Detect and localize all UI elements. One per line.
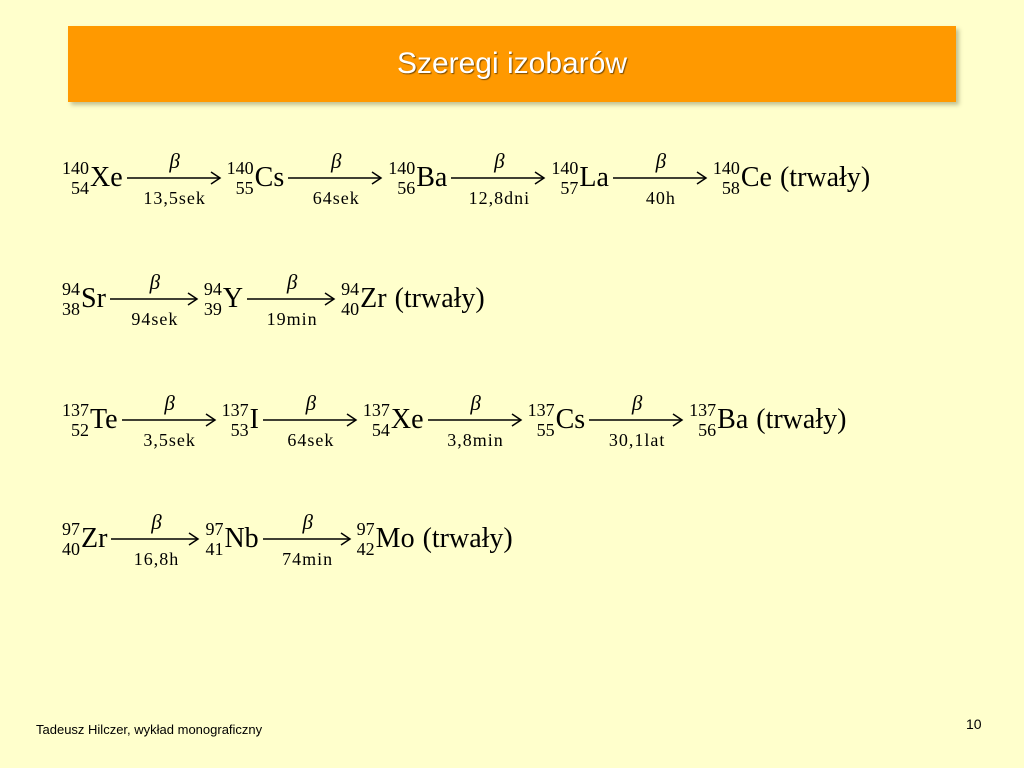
half-life: 3,5sek bbox=[143, 430, 196, 450]
mass-number: 97 bbox=[205, 519, 224, 539]
decay-step bbox=[110, 269, 200, 329]
atomic-number: 56 bbox=[397, 178, 416, 198]
decay-step bbox=[127, 148, 223, 208]
decay-step bbox=[428, 390, 524, 450]
nuclide-numbers bbox=[528, 400, 555, 440]
decay-type: β bbox=[305, 391, 317, 415]
nuclide-numbers bbox=[222, 400, 249, 440]
mass-number: 140 bbox=[226, 158, 254, 178]
mass-number: 94 bbox=[203, 279, 222, 299]
decay-type: β bbox=[164, 391, 175, 415]
mass-number: 137 bbox=[62, 400, 89, 420]
isobar-chain-140 bbox=[62, 148, 870, 208]
element-symbol: Ba bbox=[717, 404, 749, 435]
nuclide-numbers bbox=[713, 158, 740, 198]
atomic-number: 39 bbox=[203, 299, 222, 319]
half-life: 64sek bbox=[312, 188, 360, 208]
decay-step bbox=[247, 269, 337, 329]
decay-type: β bbox=[655, 149, 667, 173]
nuclide-cs-140 bbox=[227, 158, 285, 198]
atomic-number: 55 bbox=[235, 178, 254, 198]
half-life: 19min bbox=[266, 309, 318, 329]
decay-step bbox=[122, 390, 218, 450]
half-life: 16,8h bbox=[133, 549, 180, 569]
nuclide-numbers bbox=[205, 519, 223, 559]
nuclide-numbers bbox=[204, 279, 222, 319]
nuclide-sr-94 bbox=[62, 279, 106, 319]
nuclide-xe-137 bbox=[363, 400, 424, 440]
atomic-number: 53 bbox=[230, 420, 249, 440]
nuclide-zr-94 bbox=[341, 279, 485, 319]
nuclide-numbers bbox=[62, 400, 89, 440]
element-symbol: La bbox=[579, 162, 609, 193]
element-symbol: Xe bbox=[390, 404, 424, 435]
decay-type: β bbox=[151, 510, 162, 534]
mass-number: 94 bbox=[341, 279, 360, 299]
decay-step bbox=[589, 390, 685, 450]
atomic-number: 40 bbox=[62, 539, 80, 559]
nuclide-numbers bbox=[62, 519, 80, 559]
title-bar bbox=[68, 26, 956, 102]
half-life: 64sek bbox=[287, 430, 335, 450]
nuclide-ba-140 bbox=[388, 158, 447, 198]
nuclide-numbers bbox=[62, 158, 89, 198]
isobar-chain-94 bbox=[62, 269, 485, 329]
mass-number: 140 bbox=[712, 158, 740, 178]
nuclide-numbers bbox=[388, 158, 415, 198]
atomic-number: 42 bbox=[356, 539, 375, 559]
element-symbol: Cs bbox=[254, 162, 285, 193]
nuclide-zr-97 bbox=[62, 519, 107, 559]
atomic-number: 55 bbox=[536, 420, 555, 440]
nuclide-cs-137 bbox=[528, 400, 586, 440]
half-life: 94sek bbox=[131, 309, 179, 329]
mass-number: 137 bbox=[221, 400, 249, 420]
mass-number: 140 bbox=[62, 158, 89, 178]
stable-note: (trwały) bbox=[779, 162, 871, 193]
stable-note: (trwały) bbox=[394, 283, 485, 314]
nuclide-la-140 bbox=[551, 158, 609, 198]
atomic-number: 56 bbox=[698, 420, 717, 440]
decay-type: β bbox=[494, 149, 505, 173]
element-symbol: Mo bbox=[375, 523, 415, 554]
element-symbol: Xe bbox=[90, 162, 123, 193]
decay-type: β bbox=[470, 391, 481, 415]
element-symbol: Nb bbox=[224, 523, 259, 554]
footer-author: Tadeusz Hilczer, wykład monograficzny bbox=[36, 722, 263, 737]
nuclide-numbers bbox=[551, 158, 578, 198]
decay-step bbox=[451, 148, 547, 208]
decay-step bbox=[111, 509, 201, 569]
decay-step bbox=[263, 390, 359, 450]
decay-step bbox=[613, 148, 709, 208]
element-symbol: Zr bbox=[81, 523, 108, 554]
atomic-number: 52 bbox=[71, 420, 89, 440]
nuclide-xe-140 bbox=[62, 158, 123, 198]
nuclide-numbers bbox=[357, 519, 375, 559]
stable-note: (trwały) bbox=[756, 404, 847, 435]
element-symbol: Sr bbox=[81, 283, 106, 314]
atomic-number: 41 bbox=[205, 539, 224, 559]
mass-number: 94 bbox=[62, 279, 80, 299]
mass-number: 97 bbox=[62, 519, 80, 539]
element-symbol: Zr bbox=[360, 283, 387, 314]
mass-number: 97 bbox=[356, 519, 375, 539]
nuclide-numbers bbox=[341, 279, 359, 319]
mass-number: 137 bbox=[689, 400, 717, 420]
decay-type: β bbox=[286, 270, 298, 294]
atomic-number: 57 bbox=[560, 178, 579, 198]
isobar-chain-137 bbox=[62, 390, 846, 450]
element-symbol: Ce bbox=[740, 162, 772, 193]
page-number: 10 bbox=[966, 716, 982, 732]
atomic-number: 40 bbox=[341, 299, 360, 319]
half-life: 13,5sek bbox=[143, 188, 206, 208]
element-symbol: Y bbox=[222, 283, 244, 314]
atomic-number: 54 bbox=[371, 420, 390, 440]
decay-type: β bbox=[169, 149, 180, 173]
slide-title: Szeregi izobarów bbox=[396, 47, 628, 80]
nuclide-mo-97 bbox=[357, 519, 513, 559]
element-symbol: I bbox=[249, 404, 259, 435]
atomic-number: 54 bbox=[71, 178, 89, 198]
decay-type: β bbox=[631, 391, 643, 415]
decay-step bbox=[263, 509, 353, 569]
nuclide-numbers bbox=[62, 279, 80, 319]
nuclide-numbers bbox=[363, 400, 390, 440]
nuclide-i-137 bbox=[222, 400, 259, 440]
nuclide-y-94 bbox=[204, 279, 243, 319]
mass-number: 137 bbox=[362, 400, 390, 420]
element-symbol: Ba bbox=[416, 162, 448, 193]
decay-type: β bbox=[331, 149, 342, 173]
nuclide-ce-140 bbox=[713, 158, 870, 198]
decay-type: β bbox=[149, 270, 161, 294]
mass-number: 137 bbox=[527, 400, 555, 420]
nuclide-nb-97 bbox=[205, 519, 258, 559]
half-life: 12,8dni bbox=[468, 188, 531, 208]
decay-step bbox=[288, 148, 384, 208]
half-life: 40h bbox=[645, 188, 676, 208]
atomic-number: 38 bbox=[62, 299, 80, 319]
decay-type: β bbox=[302, 510, 313, 534]
nuclide-numbers bbox=[227, 158, 254, 198]
element-symbol: Cs bbox=[555, 404, 586, 435]
half-life: 74min bbox=[282, 549, 334, 569]
nuclide-ba-137 bbox=[689, 400, 846, 440]
element-symbol: Te bbox=[90, 404, 118, 435]
nuclide-te-137 bbox=[62, 400, 118, 440]
half-life: 30,1lat bbox=[608, 430, 666, 450]
stable-note: (trwały) bbox=[422, 523, 513, 554]
half-life: 3,8min bbox=[447, 430, 504, 450]
atomic-number: 58 bbox=[721, 178, 740, 198]
mass-number: 140 bbox=[551, 158, 579, 178]
mass-number: 140 bbox=[388, 158, 416, 178]
isobar-chain-97 bbox=[62, 509, 513, 569]
nuclide-numbers bbox=[689, 400, 716, 440]
